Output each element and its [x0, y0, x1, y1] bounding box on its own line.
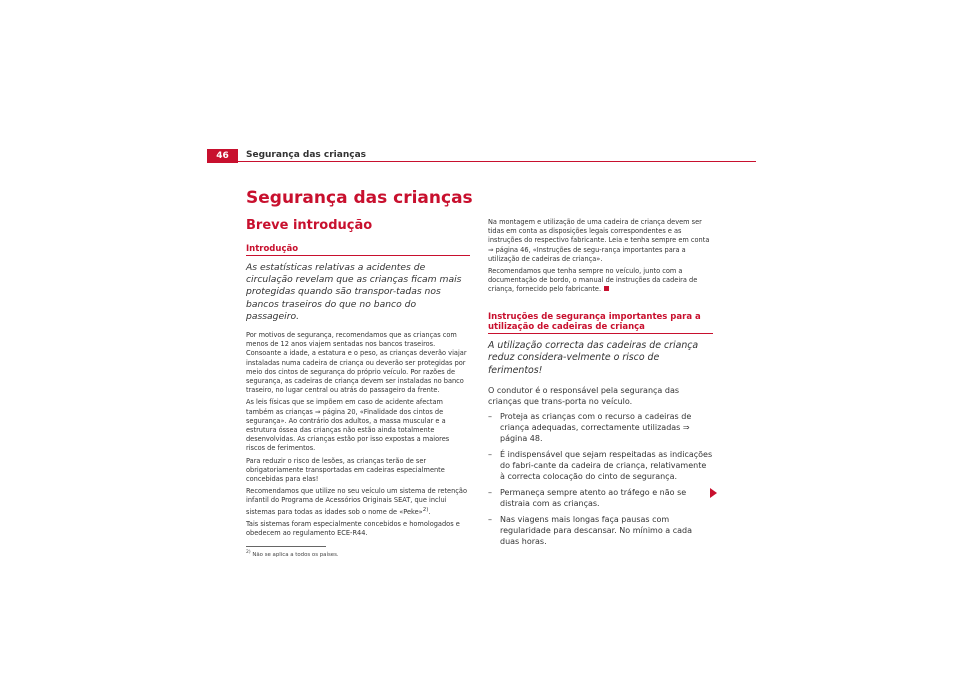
- paragraph: [246, 487, 470, 517]
- paragraph-text: Recomendamos que tenha sempre no veículo, junto com a documentação de bordo, o manual de instruções da cadeira de criança, fornecido pelo fabricante.: [488, 267, 698, 294]
- continue-arrow-icon[interactable]: [710, 488, 717, 498]
- right-body-top: [488, 218, 713, 295]
- paragraph-text: Recomendamos que utilize no seu veículo um sistema de retenção infantil do Programa de Acessórios Originais SEAT, que inclui sistemas para todas as idades sob o nome de «Peke»: [246, 487, 467, 516]
- list-item: [488, 487, 713, 509]
- running-header: Segurança das crianças: [246, 150, 367, 160]
- lead-paragraph: A utilização correcta das cadeiras de criança reduz considera-velmente o risco de ferimentos!: [488, 339, 699, 376]
- paragraph: As leis físicas que se impõem em caso de acidente afectam também as crianças ⇒ página 20, «Finalidade dos cintos de segurança». Ao contrário dos adultos, a massa muscular e a estrutura óssea das crianças não estão ainda totalmente desenvolvidas. As crianças estão por isso expostas a maiores riscos de ferimentos.: [246, 398, 450, 453]
- paragraph: [488, 267, 713, 295]
- left-body: [246, 331, 470, 538]
- footnote-ref[interactable]: 2): [422, 506, 429, 513]
- list-item: [488, 449, 713, 482]
- list-item: [488, 411, 713, 444]
- list-item-text: É indispensável que sejam respeitadas as indicações do fabri-cante da cadeira de criança, relativamente à correcta colocação do cinto de segurança.: [500, 450, 713, 482]
- right-body: [488, 385, 713, 407]
- dash: –: [488, 412, 492, 422]
- dash: –: [488, 515, 492, 525]
- header-rule: [207, 161, 756, 162]
- paragraph: Por motivos de segurança, recomendamos que as crianças com menos de 12 anos viajem sentadas nos bancos traseiros. Consoante a idade, a estatura e o peso, as crianças deverão viajar instaladas numa cadeira de criança ou deverão ser protegidas por meio dos cintos de segurança do próprio veículo. Por razões de segurança, as cadeiras de criança devem ser instaladas no banco traseiro, no lugar central ou atrás do passageiro da frente.: [246, 331, 467, 395]
- end-of-section-icon: [604, 286, 609, 291]
- list-item-text: Proteja as crianças com o recurso a cadeiras de criança adequadas, correctamente utilizadas ⇒ página 48.: [500, 412, 692, 444]
- list-item: [488, 514, 713, 547]
- paragraph-end: .: [428, 507, 431, 516]
- list-item-text: Permaneça sempre atento ao tráfego e não se distraia com as crianças.: [500, 488, 687, 509]
- footnote-rule: [246, 546, 326, 547]
- footnote-text: Não se aplica a todos os países.: [252, 552, 339, 559]
- list-item-text: Nas viagens mais longas faça pausas com regularidade para descansar. No mínimo a cada duas horas.: [500, 515, 692, 547]
- right-column: [488, 218, 713, 552]
- page-number: 46: [207, 149, 238, 163]
- chapter-title: Segurança das crianças: [246, 188, 473, 208]
- lead-paragraph: As estatísticas relativas a acidentes de circulação revelam que as crianças ficam mais protegidas quando são transpor-tadas nos bancos traseiros do que no banco do passageiro.: [246, 262, 462, 322]
- paragraph: Na montagem e utilização de uma cadeira de criança devem ser tidas em conta as disposições legais correspondentes e as instruções do respectivo fabricante. Leia e tenha sempre em conta ⇒ página 46, «Instruções de segu-rança importantes para a utilização de cadeiras de criança».: [488, 218, 710, 263]
- paragraph: Para reduzir o risco de lesões, as crianças terão de ser obrigatoriamente transportadas em cadeiras especialmente concebidas para elas!: [246, 456, 445, 484]
- subhead-introducao: Introdução: [246, 244, 470, 256]
- bullet-list: [488, 411, 713, 547]
- paragraph: Tais sistemas foram especialmente concebidos e homologados e obedecem ao regulamento ECE-R44.: [246, 520, 460, 538]
- footnote-mark: 2): [246, 550, 251, 556]
- dash: –: [488, 450, 492, 460]
- dash: –: [488, 488, 492, 498]
- section-title: Breve introdução: [246, 218, 373, 233]
- left-column: [246, 244, 470, 558]
- footnote: [246, 550, 470, 558]
- subhead-instrucoes: Instruções de segurança importantes para a utilização de cadeiras de criança: [488, 312, 713, 334]
- paragraph: O condutor é o responsável pela segurança das crianças que trans-porta no veículo.: [488, 386, 680, 407]
